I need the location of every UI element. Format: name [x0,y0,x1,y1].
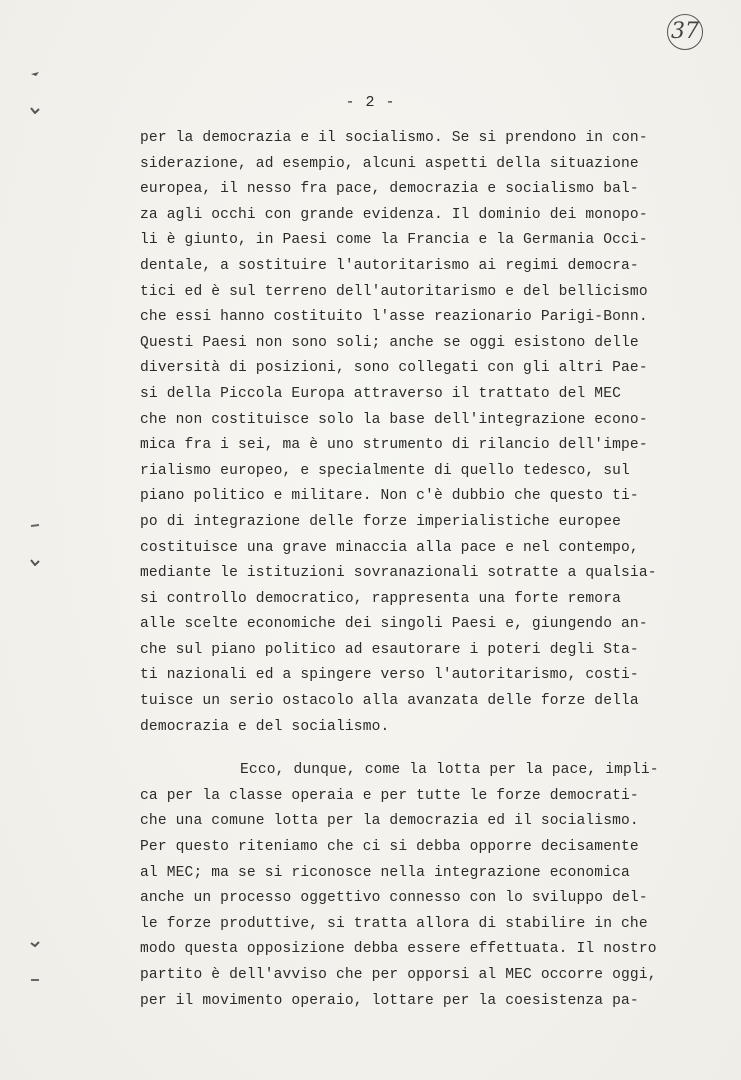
text-line: europea, il nesso fra pace, democrazia e socialismo bal- [140,181,639,198]
punch-hole-mark [30,522,40,530]
text-line: partito è dell'avviso che per opporsi al MEC occorre oggi, [140,967,657,983]
text-line: tici ed è sul terreno dell'autoritarismo e del bellicismo [140,283,648,300]
text-line: che essi hanno costituito l'asse reazionario Parigi-Bonn. [140,309,648,326]
text-line: alle scelte economiche dei singoli Paesi e, giungendo an- [140,616,648,633]
text-line: per il movimento operaio, lottare per la coesistenza pa- [140,992,639,1009]
paragraph-2 [140,758,700,1014]
text-line: za agli occhi con grande evidenza. Il dominio dei monopo- [140,206,648,223]
text-line: costituisce una grave minaccia alla pace e nel contempo, [140,539,639,556]
punch-hole-mark [30,558,40,566]
text-line: anche un processo oggettivo connesso con lo sviluppo del- [140,890,648,907]
text-line: tuisce un serio ostacolo alla avanzata delle forze della [140,693,639,710]
body-text [140,126,700,1014]
text-line: che una comune lotta per la democrazia ed il socialismo. [140,813,639,830]
punch-hole-mark [30,976,40,984]
text-line: per la democrazia e il socialismo. Se si prendono in con- [140,130,648,146]
text-line: siderazione, ad esempio, alcuni aspetti della situazione [140,155,639,172]
folio-mark: 37 [667,14,703,50]
text-line: ca per la classe operaia e per tutte le forze democrati- [140,787,639,804]
punch-hole-mark [30,70,40,78]
paragraph-1 [140,126,700,740]
text-line: mediante le istituzioni sovranazionali sotratte a qualsia- [140,565,657,582]
text-line: dentale, a sostituire l'autoritarismo ai regimi democra- [140,257,639,274]
text-line: diversità di posizioni, sono collegati con gli altri Pae- [140,360,648,377]
text-line: ti nazionali ed a spingere verso l'autoritarismo, costi- [140,667,639,684]
text-line: Questi Paesi non sono soli; anche se oggi esistono delle [140,334,639,351]
text-line: li è giunto, in Paesi come la Francia e la Germania Occi- [140,232,648,249]
text-line: Ecco, dunque, come la lotta per la pace, impli- [240,762,659,779]
text-line: che sul piano politico ad esautorare i poteri degli Sta- [140,641,639,658]
text-line: si controllo democratico, rappresenta una forte remora [140,590,622,607]
text-line: democrazia e del socialismo. [140,718,390,735]
text-line: mica fra i sei, ma è uno strumento di rilancio dell'impe- [140,437,648,454]
text-line: piano politico e militare. Non c'è dubbio che questo ti- [140,488,639,505]
text-line: le forze produttive, si tratta allora di stabilire in che [140,915,648,932]
text-line: che non costituisce solo la base dell'integrazione econo- [140,411,648,428]
page-number: - 2 - [345,94,396,111]
text-line: Per questo riteniamo che ci si debba opporre decisamente [140,839,639,856]
punch-hole-mark [30,940,40,948]
text-line: al MEC; ma se si riconosce nella integrazione economica [140,864,630,881]
text-line: rialismo europeo, e specialmente di quello tedesco, sul [140,462,630,479]
text-line: modo questa opposizione debba essere effettuata. Il nostro [140,941,657,958]
text-line: po di integrazione delle forze imperialistiche europee [140,513,622,530]
paragraph-gap [140,740,700,758]
text-line: si della Piccola Europa attraverso il trattato del MEC [140,385,622,402]
